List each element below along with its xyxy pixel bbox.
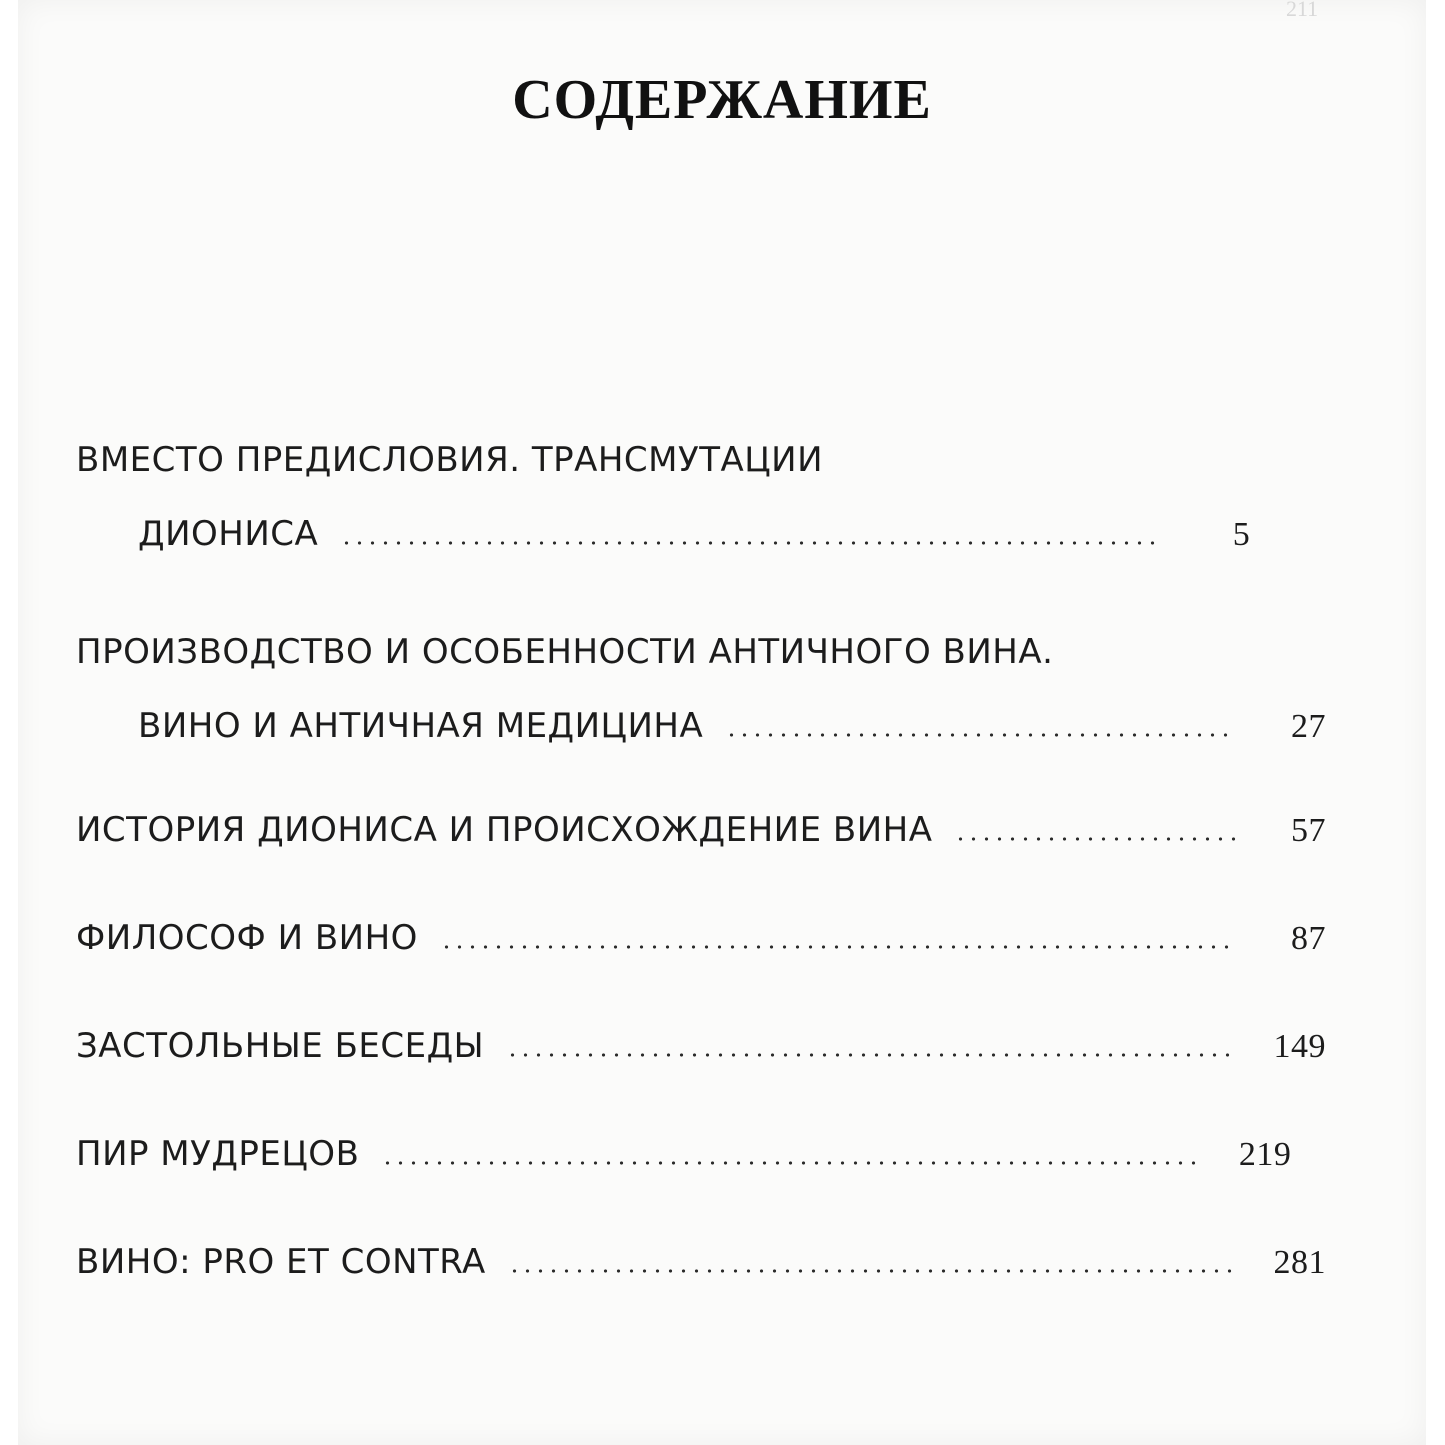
toc-entry-line bbox=[76, 514, 1326, 555]
toc-entry-title-line2: ВИНО И АНТИЧНАЯ МЕДИЦИНА bbox=[138, 706, 704, 746]
dot-leader bbox=[725, 733, 1236, 737]
toc-entry-line bbox=[76, 1026, 1326, 1067]
toc-entry bbox=[76, 632, 1326, 747]
toc-entry-line bbox=[76, 810, 1326, 851]
toc-entry-page: 57 bbox=[1291, 812, 1326, 849]
toc-entry bbox=[76, 440, 1326, 555]
toc-entry-page: 149 bbox=[1273, 1028, 1326, 1065]
toc-entry-line bbox=[76, 706, 1326, 747]
toc-entry-page: 5 bbox=[1232, 516, 1251, 553]
dot-leader bbox=[954, 837, 1236, 841]
toc-entry-title: ФИЛОСОФ И ВИНО bbox=[76, 918, 418, 958]
toc-entry-page: 281 bbox=[1273, 1244, 1326, 1281]
toc-entry-title: ИСТОРИЯ ДИОНИСА И ПРОИСХОЖДЕНИЕ ВИНА bbox=[76, 810, 933, 850]
toc-entry bbox=[76, 1242, 1326, 1283]
page-number: 211 bbox=[1286, 0, 1319, 21]
toc-entry-line bbox=[76, 1134, 1326, 1175]
toc-entry-line bbox=[76, 918, 1326, 959]
book-page bbox=[18, 0, 1426, 1445]
toc-entry-title: ПИР МУДРЕЦОВ bbox=[76, 1134, 360, 1174]
dot-leader bbox=[381, 1161, 1201, 1165]
dot-leader bbox=[508, 1269, 1236, 1273]
toc-entry-page: 219 bbox=[1238, 1136, 1292, 1173]
toc-entry bbox=[76, 1134, 1326, 1175]
toc-entry bbox=[76, 918, 1326, 959]
toc-entry bbox=[76, 1026, 1326, 1067]
toc-entry-title-line1: ПРОИЗВОДСТВО И ОСОБЕННОСТИ АНТИЧНОГО ВИНА. bbox=[76, 632, 1054, 672]
toc-title: СОДЕРЖАНИЕ bbox=[512, 69, 932, 131]
dot-leader bbox=[340, 541, 1160, 545]
toc-entry-page: 87 bbox=[1291, 920, 1326, 957]
dot-leader bbox=[440, 945, 1236, 949]
toc-entry-title: ВИНО: PRO ET CONTRA bbox=[76, 1242, 486, 1282]
toc-entry bbox=[76, 810, 1326, 851]
toc-entry-line bbox=[76, 1242, 1326, 1283]
dot-leader bbox=[506, 1053, 1236, 1057]
toc-entry-title-line2: ДИОНИСА bbox=[138, 514, 319, 554]
toc-entry-title-line1: ВМЕСТО ПРЕДИСЛОВИЯ. ТРАНСМУТАЦИИ bbox=[76, 440, 824, 480]
toc-entry-page: 27 bbox=[1291, 708, 1326, 745]
toc-entry-title: ЗАСТОЛЬНЫЕ БЕСЕДЫ bbox=[76, 1026, 485, 1066]
